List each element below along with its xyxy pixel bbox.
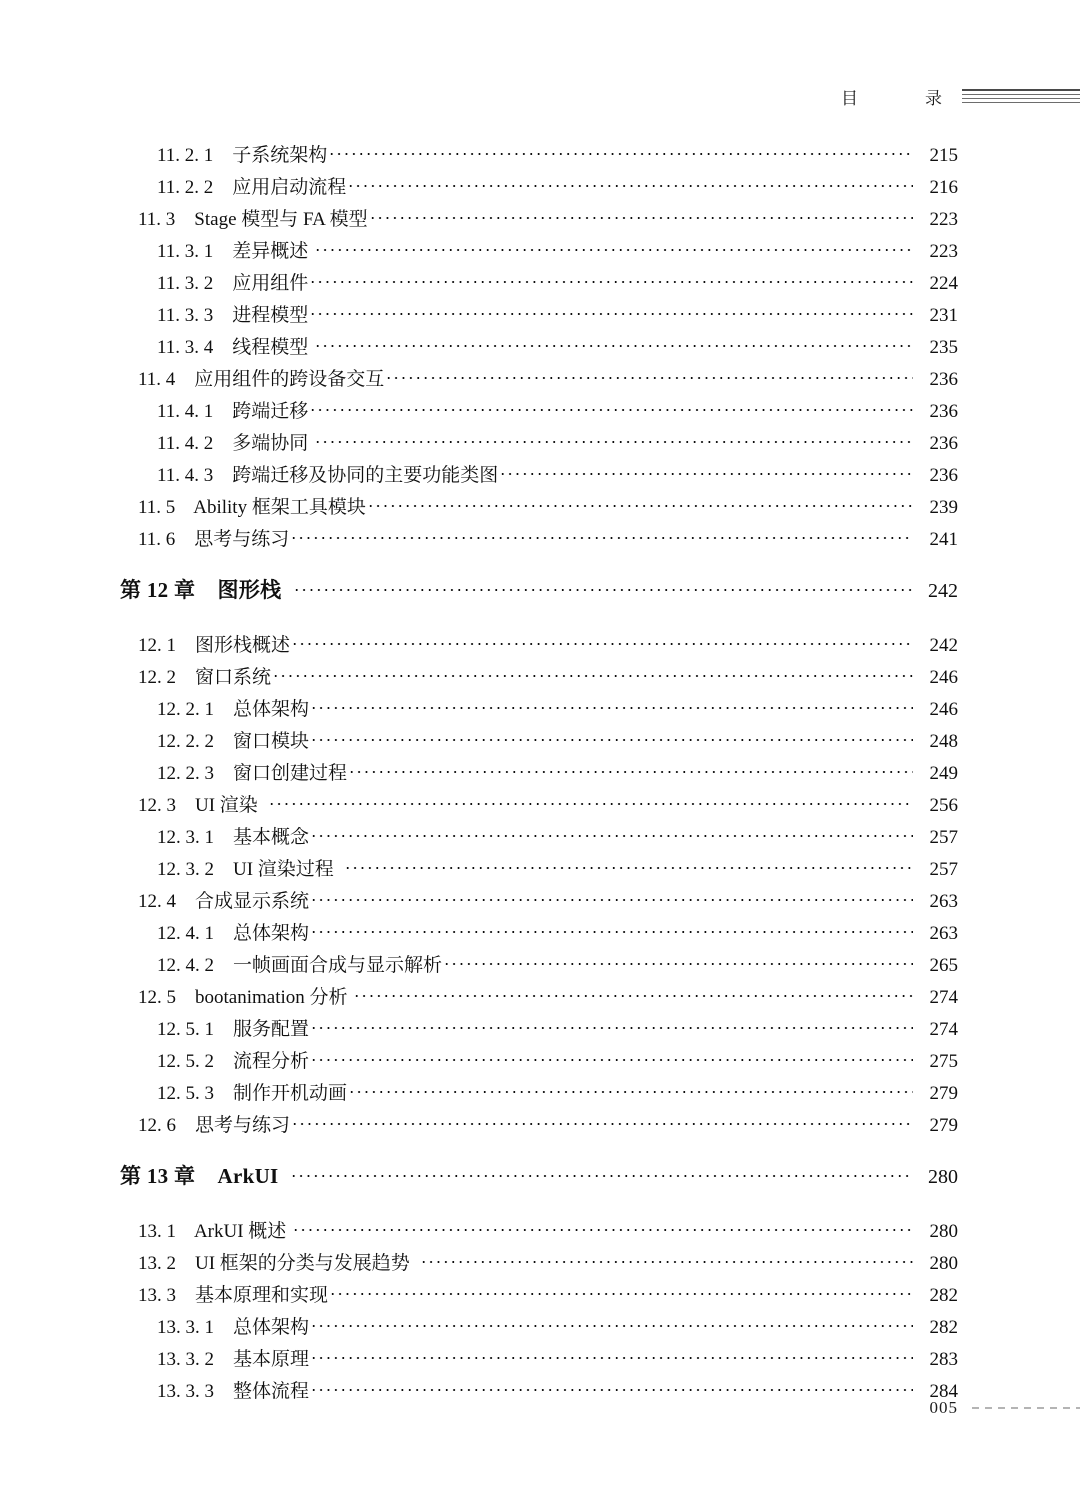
toc-dot-leader <box>290 1162 913 1183</box>
toc-entry-label: 12. 4. 1 总体架构 <box>157 923 310 944</box>
toc-entry-label: 12. 3. 2 UI 渲染过程 <box>157 859 344 880</box>
toc-entry-label: 第 13 章 ArkUI <box>120 1164 285 1188</box>
header-rule-line <box>962 94 1080 95</box>
toc-entry-label: 12. 2 窗口系统 <box>138 667 272 688</box>
toc-dot-leader <box>367 494 913 513</box>
toc-dot-leader <box>329 1282 913 1301</box>
toc-entry-label: 11. 4 应用组件的跨设备交互 <box>138 369 385 390</box>
toc-entry-label: 11. 4. 2 多端协同 <box>157 433 314 454</box>
toc-entry-row[interactable] <box>0 140 1080 172</box>
toc-entry-page-number: 242 <box>929 635 958 656</box>
toc-entry-row[interactable] <box>0 630 1080 662</box>
toc-entry-label: 12. 5. 2 流程分析 <box>157 1051 310 1072</box>
toc-dot-leader <box>328 142 913 161</box>
toc-entry-row[interactable] <box>0 1110 1080 1142</box>
toc-entry-page-number: 241 <box>929 529 958 550</box>
toc-entry-label: 12. 1 图形栈概述 <box>138 635 291 656</box>
toc-dot-leader <box>309 270 913 289</box>
toc-entry-row[interactable] <box>0 1216 1080 1248</box>
toc-dot-leader <box>310 1314 913 1333</box>
toc-entry-page-number: 263 <box>929 891 958 912</box>
toc-dot-leader <box>272 664 913 683</box>
toc-entry-page-number: 236 <box>929 433 958 454</box>
toc-entry-label: 11. 6 思考与练习 <box>138 529 290 550</box>
toc-dot-leader <box>291 1112 913 1131</box>
toc-entry-page-number: 223 <box>929 241 958 262</box>
toc-entry-row[interactable] <box>0 790 1080 822</box>
toc-entry-row[interactable] <box>0 1280 1080 1312</box>
toc-entry-row[interactable] <box>0 460 1080 492</box>
toc-entry-row[interactable] <box>0 726 1080 758</box>
toc-entry-row[interactable] <box>0 524 1080 556</box>
toc-dot-leader <box>310 920 913 939</box>
toc-dot-leader <box>310 1346 913 1365</box>
toc-entry-page-number: 257 <box>929 827 958 848</box>
toc-entry-page-number: 246 <box>929 699 958 720</box>
toc-entry-label: 12. 5. 1 服务配置 <box>157 1019 310 1040</box>
toc-dot-leader <box>344 856 913 875</box>
toc-entry-page-number: 279 <box>929 1115 958 1136</box>
toc-dot-leader <box>309 302 913 321</box>
toc-dot-leader <box>292 1218 913 1237</box>
header-rule-line <box>962 98 1080 99</box>
toc-entry-page-number: 215 <box>929 145 958 166</box>
running-header-title: 目 录 <box>841 88 952 108</box>
toc-entry-page-number: 224 <box>929 273 958 294</box>
toc-entry-page-number: 231 <box>929 305 958 326</box>
toc-dot-leader <box>353 984 913 1003</box>
toc-entry-row[interactable] <box>0 854 1080 886</box>
toc-entry-row[interactable] <box>0 758 1080 790</box>
toc-entry-label: 12. 4. 2 一帧画面合成与显示解析 <box>157 955 443 976</box>
toc-entry-label: 12. 2. 1 总体架构 <box>157 699 310 720</box>
toc-entry-row[interactable] <box>0 950 1080 982</box>
toc-entry-label: 13. 3. 1 总体架构 <box>157 1317 310 1338</box>
toc-dot-leader <box>385 366 913 385</box>
toc-entry-page-number: 236 <box>929 465 958 486</box>
toc-entry-row[interactable] <box>0 918 1080 950</box>
toc-entry-row[interactable] <box>0 982 1080 1014</box>
toc-dot-leader <box>310 824 913 843</box>
toc-entry-label: 12. 2. 2 窗口模块 <box>157 731 310 752</box>
toc-entry-page-number: 275 <box>929 1051 958 1072</box>
toc-dot-leader <box>348 1080 913 1099</box>
page-footer <box>0 1398 1080 1418</box>
toc-entry-page-number: 239 <box>929 497 958 518</box>
toc-entry-row[interactable] <box>0 662 1080 694</box>
toc-entry-page-number: 280 <box>929 1221 958 1242</box>
toc-dot-leader <box>369 206 913 225</box>
toc-list <box>0 140 1080 1408</box>
toc-entry-page-number: 279 <box>929 1083 958 1104</box>
toc-dot-leader <box>310 888 913 907</box>
toc-dot-leader <box>309 398 913 417</box>
running-header <box>0 78 1080 114</box>
toc-entry-label: 11. 3. 1 差异概述 <box>157 241 314 262</box>
toc-entry-row[interactable] <box>0 694 1080 726</box>
toc-entry-row[interactable] <box>0 236 1080 268</box>
toc-entry-label: 12. 2. 3 窗口创建过程 <box>157 763 348 784</box>
toc-entry-row[interactable] <box>0 1014 1080 1046</box>
toc-entry-row[interactable] <box>0 204 1080 236</box>
toc-dot-leader <box>310 696 913 715</box>
toc-entry-row[interactable] <box>0 1078 1080 1110</box>
toc-entry-row[interactable] <box>0 886 1080 918</box>
toc-dot-leader <box>348 760 913 779</box>
toc-entry-page-number: 274 <box>929 1019 958 1040</box>
toc-entry-row[interactable] <box>0 1046 1080 1078</box>
toc-entry-row[interactable] <box>0 300 1080 332</box>
toc-entry-page-number: 282 <box>929 1285 958 1306</box>
toc-entry-page-number: 257 <box>929 859 958 880</box>
toc-entry-row[interactable] <box>0 428 1080 460</box>
toc-entry-page-number: 223 <box>929 209 958 230</box>
toc-entry-label: 11. 4. 3 跨端迁移及协同的主要功能类图 <box>157 465 499 486</box>
toc-entry-label: 12. 5 bootanimation 分析 <box>138 987 353 1008</box>
toc-entry-label: 13. 2 UI 框架的分类与发展趋势 <box>138 1253 420 1274</box>
toc-dot-leader <box>314 238 913 257</box>
toc-entry-label: 11. 5 Ability 框架工具模块 <box>138 497 366 518</box>
toc-dot-leader <box>290 526 913 545</box>
toc-entry-page-number: 242 <box>928 580 958 602</box>
toc-entry-label: 11. 2. 1 子系统架构 <box>157 145 328 166</box>
toc-dot-leader <box>310 728 913 747</box>
toc-entry-row[interactable] <box>0 332 1080 364</box>
toc-entry-row[interactable] <box>0 268 1080 300</box>
toc-entry-label: 13. 1 ArkUI 概述 <box>138 1221 292 1242</box>
toc-entry-label: 11. 3 Stage 模型与 FA 模型 <box>138 209 368 230</box>
toc-entry-label: 11. 3. 3 进程模型 <box>157 305 309 326</box>
toc-entry-row[interactable] <box>0 1248 1080 1280</box>
toc-dot-leader <box>310 1016 913 1035</box>
toc-entry-label: 11. 4. 1 跨端迁移 <box>157 401 309 422</box>
toc-entry-row[interactable] <box>0 396 1080 428</box>
toc-dot-leader <box>310 1048 913 1067</box>
toc-dot-leader <box>443 952 913 971</box>
toc-dot-leader <box>499 462 913 481</box>
toc-entry-label: 第 12 章 图形栈 <box>120 578 287 602</box>
toc-entry-page-number: 282 <box>929 1317 958 1338</box>
toc-entry-page-number: 274 <box>929 987 958 1008</box>
folio-page-number: 005 <box>929 1398 958 1417</box>
toc-entry-label: 13. 3 基本原理和实现 <box>138 1285 329 1306</box>
toc-entry-page-number: 265 <box>929 955 958 976</box>
toc-entry-row[interactable] <box>0 492 1080 524</box>
toc-dot-leader <box>268 792 913 811</box>
footer-rule-dashed <box>972 1407 1080 1409</box>
toc-entry-page-number: 236 <box>929 401 958 422</box>
toc-entry-page-number: 235 <box>929 337 958 358</box>
toc-entry-label: 12. 4 合成显示系统 <box>138 891 310 912</box>
toc-entry-page-number: 256 <box>929 795 958 816</box>
toc-entry-label: 11. 2. 2 应用启动流程 <box>157 177 347 198</box>
header-rule-group <box>962 89 1080 103</box>
toc-entry-page-number: 248 <box>929 731 958 752</box>
toc-dot-leader <box>293 576 913 597</box>
toc-entry-row[interactable] <box>0 1344 1080 1376</box>
toc-entry-page-number: 283 <box>929 1349 958 1370</box>
toc-entry-label: 13. 3. 2 基本原理 <box>157 1349 310 1370</box>
toc-dot-leader <box>420 1250 913 1269</box>
toc-entry-page-number: 284 <box>929 1381 958 1402</box>
toc-entry-row[interactable] <box>0 364 1080 396</box>
toc-entry-label: 12. 3 UI 渲染 <box>138 795 268 816</box>
toc-chapter-row[interactable] <box>0 574 1080 614</box>
toc-entry-page-number: 246 <box>929 667 958 688</box>
toc-dot-leader <box>291 632 913 651</box>
toc-dot-leader <box>314 334 913 353</box>
toc-entry-label: 12. 6 思考与练习 <box>138 1115 291 1136</box>
toc-chapter-row[interactable] <box>0 1160 1080 1200</box>
toc-entry-label: 11. 3. 2 应用组件 <box>157 273 309 294</box>
toc-entry-row[interactable] <box>0 822 1080 854</box>
toc-entry-row[interactable] <box>0 1312 1080 1344</box>
toc-entry-page-number: 280 <box>928 1166 958 1188</box>
toc-entry-label: 12. 5. 3 制作开机动画 <box>157 1083 348 1104</box>
toc-entry-row[interactable] <box>0 172 1080 204</box>
toc-entry-label: 12. 3. 1 基本概念 <box>157 827 310 848</box>
toc-entry-page-number: 280 <box>929 1253 958 1274</box>
toc-entry-label: 13. 3. 3 整体流程 <box>157 1381 310 1402</box>
header-rule-line <box>962 102 1080 103</box>
toc-entry-page-number: 263 <box>929 923 958 944</box>
toc-dot-leader <box>314 430 913 449</box>
toc-entry-page-number: 216 <box>929 177 958 198</box>
toc-entry-page-number: 249 <box>929 763 958 784</box>
toc-dot-leader <box>310 1378 913 1397</box>
toc-dot-leader <box>347 174 913 193</box>
header-rule-line <box>962 89 1080 91</box>
toc-entry-label: 11. 3. 4 线程模型 <box>157 337 314 358</box>
toc-entry-page-number: 236 <box>929 369 958 390</box>
